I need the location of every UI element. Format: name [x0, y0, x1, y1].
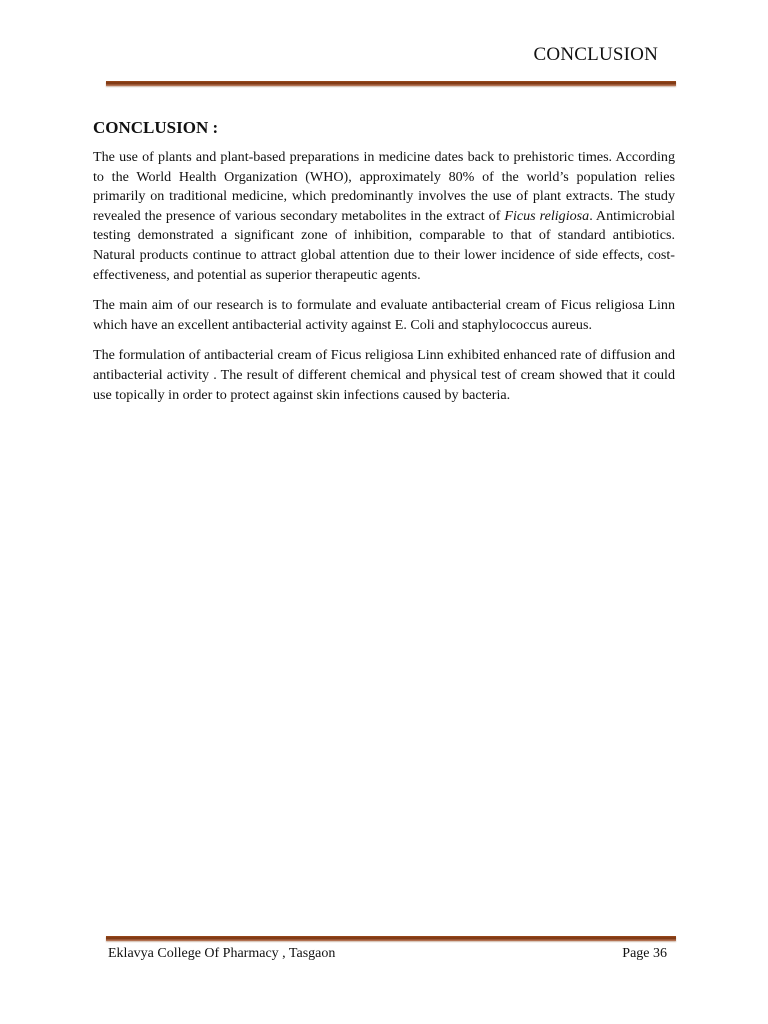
paragraph-1-text-b: . Antimicrobial testing demonstrated a significant zone of inhibition, comparable to that of standard antibiotics. Natural products continue to attract global attention due to their lower incidence of side effects, cost-effectiveness, and potential as superior therapeutic agents. — [93, 207, 675, 283]
paragraph-3: The formulation of antibacterial cream of Ficus religiosa Linn exhibited enhanced rate of diffusion and antibacterial activity . The result of different chemical and physical test of cream showed that it could use topically in order to protect against skin infections caused by bacteria. — [93, 347, 675, 403]
paragraph-1-text-a: The use of plants and plant-based preparations in medicine dates back to prehistoric times. According to the World Health Organization (WHO), approximately 80% of the world’s population relies primarily on traditional medicine, which predominantly involves the use of plant extracts. The study revealed the presence of various secondary metabolites in the extract of — [93, 149, 675, 224]
footer-divider — [106, 936, 676, 941]
section-title: CONCLUSION : — [93, 118, 219, 137]
species-name: Ficus religiosa — [504, 207, 590, 224]
paragraph-2: The main aim of our research is to formulate and evaluate antibacterial cream of Ficus religiosa Linn which have an excellent antibacterial activity against E. Coli and staphylococcus aureus. — [93, 297, 675, 333]
page-body — [93, 118, 675, 416]
footer-institution: Eklavya College Of Pharmacy , Tasgaon — [108, 946, 336, 961]
header-divider — [106, 81, 676, 86]
page-number: Page 36 — [622, 946, 667, 961]
paragraph-1 — [93, 148, 675, 285]
running-header-title: CONCLUSION — [533, 44, 658, 65]
